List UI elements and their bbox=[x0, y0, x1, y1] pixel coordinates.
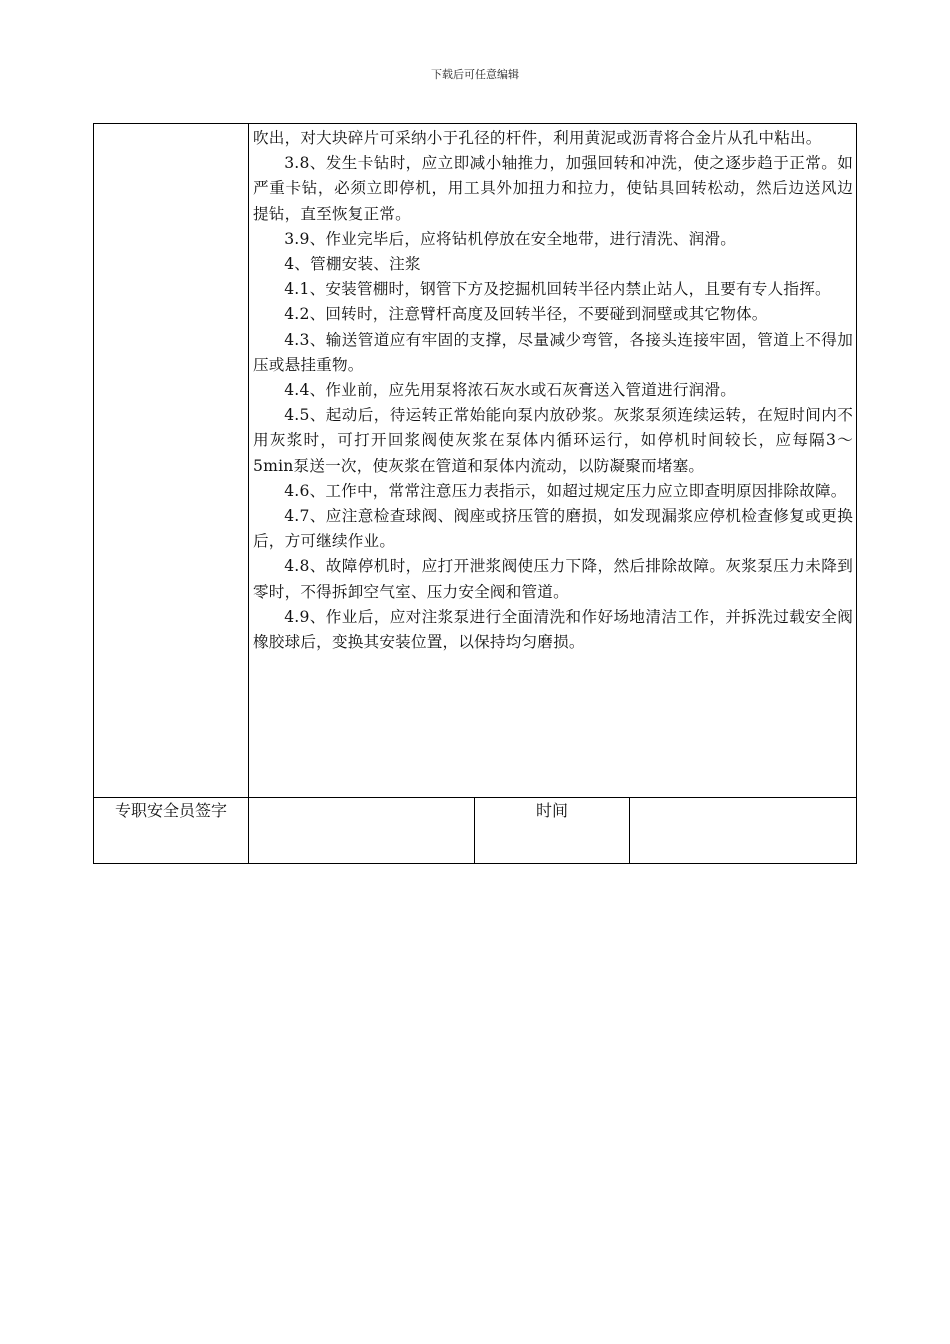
left-label-cell bbox=[94, 124, 249, 798]
header-note: 下载后可任意编辑 bbox=[431, 68, 519, 81]
paragraph: 4.9、作业后，应对注浆泵进行全面清洗和作好场地清洁工作，并拆洗过载安全阀橡胶球后，变换其安装位置，以保持均匀磨损。 bbox=[253, 607, 853, 652]
paragraph: 4.3、输送管道应有牢固的支撑，尽量减少弯管，各接头连接牢固，管道上不得加压或悬挂重物。 bbox=[253, 330, 853, 374]
content-body bbox=[249, 124, 856, 655]
safety-officer-signature-field[interactable] bbox=[249, 798, 475, 864]
paragraph: 4.4、作业前，应先用泵将浓石灰水或石灰膏送入管道进行润滑。 bbox=[284, 381, 737, 400]
paragraph: 4.5、起动后，待运转正常始能向泵内放砂浆。灰浆泵须连续运转，在短时间内不用灰浆时，可打开回浆阀使灰浆在泵体内循环运行，如停机时间较长，应每隔3～5min泵送一次，使灰浆在管道和泵体内流动，以防凝聚而堵塞。 bbox=[253, 406, 853, 475]
paragraph: 4.8、故障停机时，应打开泄浆阀使压力下降，然后排除故障。灰浆泵压力未降到零时，不得拆卸空气室、压力安全阀和管道。 bbox=[253, 557, 853, 601]
paragraph: 4.7、应注意检查球阀、阀座或挤压管的磨损，如发现漏浆应停机检查修复或更换后，方可继续作业。 bbox=[253, 507, 853, 551]
paragraph: 4.6、工作中，常常注意压力表指示，如超过规定压力应立即查明原因排除故障。 bbox=[284, 481, 847, 500]
paragraph: 4.2、回转时，注意臂杆高度及回转半径，不要碰到洞壁或其它物体。 bbox=[284, 305, 768, 324]
time-field[interactable] bbox=[630, 798, 857, 864]
paragraph: 吹出，对大块碎片可采纳小于孔径的杆件，利用黄泥或沥青将合金片从孔中粘出。 bbox=[253, 129, 822, 147]
signature-row bbox=[94, 798, 857, 864]
time-label: 时间 bbox=[475, 798, 630, 864]
safety-briefing-table bbox=[93, 123, 857, 864]
content-row bbox=[94, 124, 857, 798]
section-heading: 4、管棚安装、注浆 bbox=[284, 255, 421, 274]
paragraph: 4.1、安装管棚时，钢管下方及挖掘机回转半径内禁止站人，且要有专人指挥。 bbox=[284, 280, 831, 299]
paragraph: 3.9、作业完毕后，应将钻机停放在安全地带，进行清洗、润滑。 bbox=[284, 229, 737, 248]
paragraph: 3.8、发生卡钻时，应立即减小轴推力，加强回转和冲洗，使之逐步趋于正常。如严重卡钻，必须立即停机，用工具外加扭力和拉力，使钻具回转松动，然后边送风边提钻，直至恢复正常。 bbox=[253, 154, 853, 223]
safety-officer-signature-label: 专职安全员签字 bbox=[94, 798, 249, 864]
content-cell bbox=[249, 124, 857, 798]
